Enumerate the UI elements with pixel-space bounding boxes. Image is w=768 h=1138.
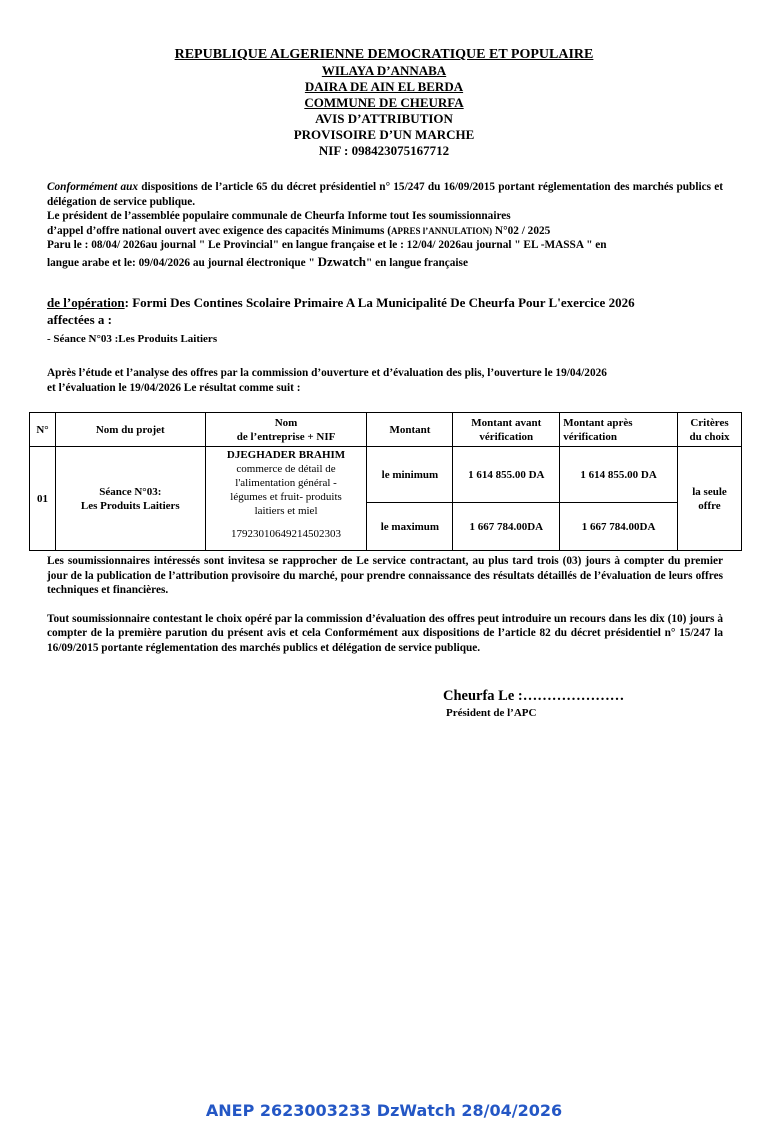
row-entreprise-name: DJEGHADER BRAHIM: [226, 449, 346, 461]
apres-line-2: et l’évaluation le 19/04/2026 Le résultat comme suit :: [47, 382, 301, 394]
header-avant-1: Montant avant: [471, 416, 542, 429]
intro-line-2: Le président de l’assemblée populaire communale de Cheurfa Informe tout Ies soumissionnaires: [47, 210, 511, 222]
row-entreprise-desc-3: légumes et fruit- produits: [230, 491, 342, 503]
header-apres: [560, 413, 678, 447]
row-num: 01: [30, 447, 56, 551]
intro-lead: Conformément aux: [47, 181, 139, 193]
footer-para-1: Les soumissionnaires intéressés sont invitesa se rapprocher de Le service contractant, au plus tard trois (03) jours à compter du premier jour de la publication de l’attribution provisoire du marché, pour prendre connaissance des résultats détaillés de l’évaluation de leurs offres techniques et financières.: [47, 555, 723, 596]
row-min-label: le minimum: [367, 447, 453, 503]
publication-reference: ANEP 2623003233 DzWatch 28/04/2026: [205, 1101, 563, 1120]
row-min-avant: 1 614 855.00 DA: [453, 447, 560, 503]
row-entreprise: [205, 447, 367, 551]
header-daira: DAIRA DE AIN EL BERDA: [304, 79, 464, 94]
operation-text: : Formi Des Contines Scolaire Primaire A La Municipalité De Cheurfa Pour L'exercice 2026: [124, 295, 635, 310]
intro-section: [47, 180, 723, 270]
header-entreprise-1: Nom: [274, 416, 298, 429]
row-min-apres: 1 614 855.00 DA: [560, 447, 678, 503]
results-table: [29, 412, 742, 551]
operation-affectees: affectées a :: [47, 312, 112, 327]
apres-section: [47, 366, 723, 396]
row-entreprise-desc-1: commerce de détail de: [236, 463, 336, 475]
footer-para-2: Tout soumissionnaire contestant le choix opéré par la commission d’évaluation des offres peut introduire un recours dans les dix (10) jours à compter de la première parution du présent avis et cela Conformément aux dispositions de l’article 82 du décret présidentiel n° 15/247 la 16/09/2015 portante réglementation des marchés publics et délégation de service publique.: [47, 612, 723, 654]
header-criteres-1: Critères: [690, 416, 729, 429]
intro-line-3-a: d’appel d’offre national ouvert avec exigence des capacités Minimums (: [47, 224, 391, 237]
header-apres-2: vérification: [563, 430, 617, 443]
intro-line-5-a: langue arabe et le: 09/04/2026 au journal électronique ": [47, 256, 318, 269]
row-entreprise-desc-4: laitiers et miel: [254, 505, 318, 517]
footer-section: [47, 554, 723, 669]
intro-line-5-b: " en langue française: [365, 256, 468, 269]
operation-label: de l’opération: [47, 295, 125, 310]
header-entreprise: [205, 413, 367, 447]
table-row: [30, 447, 742, 503]
row-critere-2: offre: [698, 499, 721, 512]
intro-line-1-rest: dispositions de l’article 65 du décret présidentiel n° 15/247 du 16/09/2015 portant réglementation des marchés publics et délégation de service publique.: [47, 181, 723, 208]
intro-line-4: Paru le : 08/04/ 2026au journal " Le Provincial" en langue française et le : 12/04/ 2026au journal " EL -MASSA " en: [47, 239, 607, 251]
header-nif: NIF : 098423075167712: [318, 143, 450, 158]
intro-line-1: [47, 180, 723, 209]
header-avis: AVIS D’ATTRIBUTION: [315, 111, 453, 126]
row-projet: [55, 447, 205, 551]
header-projet: Nom du projet: [55, 413, 205, 447]
header-provisoire: PROVISOIRE D’UN MARCHE: [293, 127, 475, 142]
header-montant: Montant: [367, 413, 453, 447]
row-max-apres: 1 667 784.00DA: [560, 503, 678, 551]
header-avant-2: vérification: [479, 430, 534, 443]
operation-section: [47, 294, 723, 328]
table-header-row: [30, 413, 742, 447]
header-wilaya: WILAYA D’ANNABA: [321, 63, 447, 78]
seance-line: - Séance N°03 :Les Produits Laitiers: [47, 333, 218, 345]
header-avant: [453, 413, 560, 447]
intro-line-3-annulation: APRES l’ANNULATION): [391, 225, 493, 236]
intro-line-3-b: N°02 / 2025: [492, 224, 551, 237]
row-critere-1: la seule: [692, 485, 727, 498]
intro-line-5: [47, 255, 723, 271]
row-entreprise-nif: 17923010649214502303: [231, 528, 342, 540]
header-num: N°: [30, 413, 56, 447]
header-entreprise-2: de l’entreprise + NIF: [236, 430, 336, 443]
row-projet-1: Séance N°03:: [99, 485, 162, 498]
row-projet-2: Les Produits Laitiers: [80, 499, 180, 512]
row-entreprise-desc-2: l'alimentation général -: [235, 477, 337, 489]
header-commune: COMMUNE DE CHEURFA: [304, 95, 464, 110]
signature-place-date: Cheurfa Le :…………………: [443, 688, 625, 704]
header-criteres-2: du choix: [689, 430, 730, 443]
intro-dzwatch: Dzwatch: [317, 253, 366, 269]
signature-title: Président de l’APC: [446, 707, 537, 719]
row-critere: [678, 447, 742, 551]
header-apres-1: Montant après: [563, 416, 633, 429]
intro-line-3: [47, 224, 723, 239]
header-criteres: [678, 413, 742, 447]
operation-line: [47, 294, 723, 311]
row-max-label: le maximum: [367, 503, 453, 551]
row-max-avant: 1 667 784.00DA: [453, 503, 560, 551]
document-header: [0, 47, 768, 159]
header-republique: REPUBLIQUE ALGERIENNE DEMOCRATIQUE ET POPULAIRE: [174, 47, 594, 62]
signature-block: [443, 688, 624, 719]
apres-line-1: Après l’étude et l’analyse des offres par la commission d’ouverture et d’évaluation des plis, l’ouverture le 19/04/2026: [47, 367, 607, 379]
